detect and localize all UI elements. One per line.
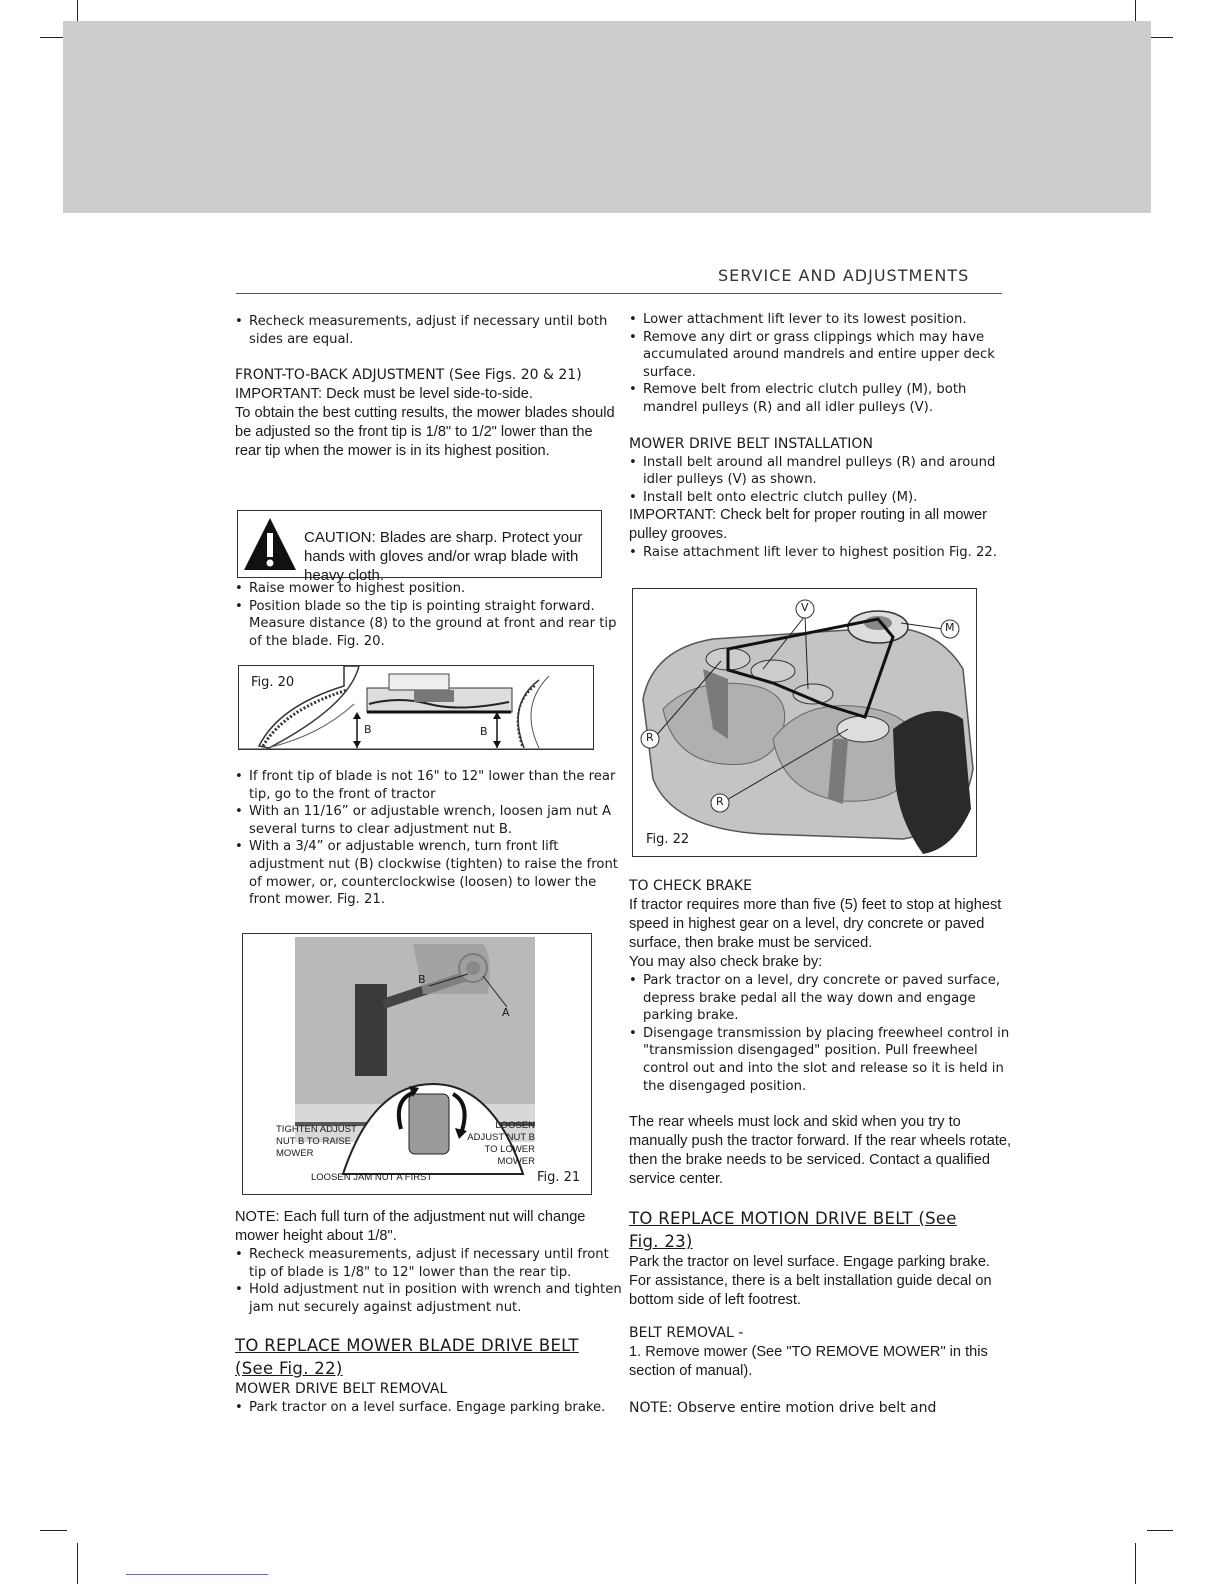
- step-raise-mower: • Raise mower to highest position.: [235, 580, 620, 598]
- figure-21: [242, 933, 592, 1195]
- replace-blade-belt-title: TO REPLACE MOWER BLADE DRIVE BELT (See Fig. 22): [235, 1336, 579, 1379]
- step-turn-nut: • With a 3/4” or adjustable wrench, turn front lift adjustment nut (B) clockwise (tighten) to raise the front of mower, or, counterclockwise (loosen) to lower the front mower. Fig. 21.: [235, 838, 625, 908]
- step-loosen-jam-nut: • With an 11/16” or adjustable wrench, loosen jam nut A several turns to clear adjustment nut B.: [235, 803, 625, 838]
- section-title: SERVICE AND ADJUSTMENTS: [718, 266, 970, 285]
- figure-22: [632, 588, 977, 857]
- figure-20-label: Fig. 20: [251, 675, 295, 690]
- brake-also: You may also check brake by:: [629, 954, 823, 970]
- install-title: MOWER DRIVE BELT INSTALLATION: [629, 435, 873, 452]
- marker-r: R: [646, 731, 654, 744]
- jam-nut-label: LOOSEN JAM NUT A FIRST: [311, 1172, 433, 1183]
- step-recheck: • Recheck measurements, adjust if necessary until front tip of blade is 1/8" to 12" lower than the rear tip.: [235, 1246, 625, 1281]
- left-column-bottom: [235, 1208, 625, 1417]
- marker-v: V: [801, 601, 809, 614]
- marker-b: B: [480, 725, 488, 738]
- figure-20: [238, 665, 594, 750]
- step-lower-lever: • Lower attachment lift lever to its lowest position.: [629, 311, 1014, 329]
- crop-mark: [1147, 1530, 1173, 1531]
- remove-mower-step: 1. Remove mower (See "TO REMOVE MOWER" in this section of manual).: [629, 1344, 988, 1380]
- warning-icon: [242, 515, 298, 573]
- note-adjustment: NOTE: Each full turn of the adjustment nut will change mower height about 1/8".: [235, 1209, 586, 1244]
- loosen-label: LOOSEN ADJUST NUT B TO LOWER MOWER: [467, 1120, 535, 1167]
- important-routing: IMPORTANT: Check belt for proper routing in all mower pulley grooves.: [629, 507, 987, 543]
- step-check-tip: • If front tip of blade is not 16" to 12" lower than the rear tip, go to the front of tractor: [235, 768, 625, 803]
- marker-b: B: [364, 723, 372, 736]
- mower-deck-illustration: [633, 589, 977, 857]
- crop-mark: [77, 1543, 78, 1584]
- brake-text: If tractor requires more than five (5) feet to stop at highest speed in highest gear on a level, dry concrete or paved surface, then brake must be serviced.: [629, 897, 1002, 951]
- motion-belt-text: Park the tractor on level surface. Engage parking brake. For assistance, there is a belt installation guide decal on bottom side of left footrest.: [629, 1254, 992, 1309]
- footer-rule: [126, 1574, 268, 1575]
- figure-21-label: Fig. 21: [537, 1170, 581, 1185]
- step-remove-dirt: • Remove any dirt or grass clippings which may have accumulated around mandrels and entire upper deck surface.: [629, 329, 1014, 382]
- caution-box: [237, 510, 602, 584]
- check-brake-title: TO CHECK BRAKE: [629, 878, 752, 894]
- intro-text: To obtain the best cutting results, the mower blades should be adjusted so the front tip is 1/8" to 1/2" lower than the rear tip when the mower is in its highest position.: [235, 405, 615, 460]
- important-level: IMPORTANT: Deck must be level side-to-side.: [235, 386, 533, 403]
- step-park-brake: • Park tractor on a level, dry concrete or paved surface, depress brake pedal all the way down and engage parking brake.: [629, 972, 1014, 1025]
- note-motion-belt: NOTE: Observe entire motion drive belt and: [629, 1400, 937, 1417]
- right-column-bottom: [629, 877, 1014, 1418]
- motion-belt-title: TO REPLACE MOTION DRIVE BELT (See Fig. 23): [629, 1209, 957, 1252]
- belt-removal-heading: BELT REMOVAL -: [629, 1325, 744, 1342]
- crop-mark: [40, 1530, 67, 1531]
- figure-22-label: Fig. 22: [646, 832, 690, 847]
- rear-wheels-text: The rear wheels must lock and skid when you try to manually push the tractor forward. If the rear wheels rotate, then the brake needs to be serviced. Contact a qualified service center.: [629, 1114, 1012, 1188]
- caution-text: CAUTION: Blades are sharp. Protect your hands with gloves and/or wrap blade with heavy cloth.: [304, 529, 583, 584]
- header-rule: [236, 293, 1002, 294]
- step-position-blade: • Position blade so the tip is pointing straight forward. Measure distance (8) to the ground at front and rear tip of the blade. Fig. 20.: [235, 598, 620, 651]
- header-band: [63, 21, 1151, 213]
- crop-mark: [1135, 1543, 1136, 1584]
- left-column-top: [235, 313, 620, 461]
- marker-r: R: [716, 795, 724, 808]
- step-hold-nut: • Hold adjustment nut in position with wrench and tighten jam nut securely against adjustment nut.: [235, 1281, 625, 1316]
- belt-removal-title: MOWER DRIVE BELT REMOVAL: [235, 1381, 448, 1398]
- tighten-label: TIGHTEN ADJUST NUT B TO RAISE MOWER: [276, 1124, 357, 1159]
- front-back-title: FRONT-TO-BACK ADJUSTMENT (See Figs. 20 & 21): [235, 367, 582, 384]
- left-steps-2: [235, 768, 625, 909]
- marker-m: M: [945, 621, 955, 634]
- left-steps-1: [235, 580, 620, 650]
- bullet-recheck: • Recheck measurements, adjust if necessary until both sides are equal.: [235, 313, 620, 348]
- step-park-tractor: • Park tractor on a level surface. Engage parking brake.: [235, 1399, 625, 1417]
- step-install-belt: • Install belt around all mandrel pulleys (R) and around idler pulleys (V) as shown.: [629, 454, 1014, 489]
- marker-a: A: [502, 1006, 510, 1019]
- step-disengage: • Disengage transmission by placing freewheel control in "transmission disengaged" position. Pull freewheel control out and into the slot and release so it is held in the disengaged position.: [629, 1025, 1014, 1095]
- step-remove-belt: • Remove belt from electric clutch pulley (M), both mandrel pulleys (R) and all idler pulleys (V).: [629, 381, 1014, 416]
- step-raise-lever: • Raise attachment lift lever to highest position Fig. 22.: [629, 544, 1014, 562]
- step-install-clutch: • Install belt onto electric clutch pulley (M).: [629, 489, 1014, 507]
- right-column-top: [629, 311, 1014, 562]
- marker-b: B: [418, 973, 426, 986]
